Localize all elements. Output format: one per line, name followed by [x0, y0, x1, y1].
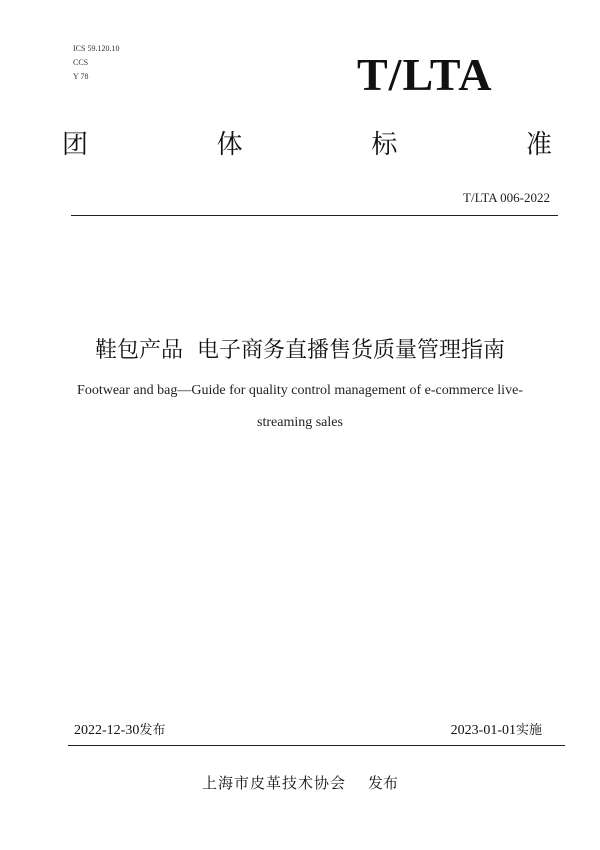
- implementation-label: 实施: [515, 723, 542, 738]
- publisher-label: 发布: [368, 774, 399, 792]
- footer-divider: [68, 745, 565, 746]
- standard-type-char: 标: [371, 130, 398, 160]
- standard-number: T/LTA 006-2022: [463, 190, 550, 205]
- title-english: [40, 375, 560, 439]
- implementation-date: [451, 719, 542, 739]
- header-divider: [71, 215, 558, 216]
- standard-type-char: 团: [62, 130, 89, 160]
- category-code: Y 78: [73, 72, 89, 81]
- issue-date-value: 2022-12-30: [74, 723, 140, 738]
- title-chinese: 鞋包产品 电子商务直播售货质量管理指南: [95, 338, 505, 363]
- standard-type-char: 体: [216, 130, 243, 160]
- standard-mark: T/LTA: [357, 49, 493, 100]
- classification-codes: [73, 42, 119, 84]
- issue-date: [74, 719, 165, 739]
- standard-type: [62, 124, 552, 161]
- standard-type-char: 准: [525, 130, 552, 160]
- title-english-line-2: streaming sales: [257, 415, 343, 430]
- publisher: [0, 772, 600, 793]
- ics-code: ICS 59.120.10: [73, 44, 120, 53]
- title-english-line-1: Footwear and bag—Guide for quality control management of e-commerce live-: [77, 383, 523, 398]
- implementation-date-value: 2023-01-01: [450, 723, 516, 738]
- ccs-code: CCS: [73, 58, 89, 67]
- issue-label: 发布: [139, 723, 166, 738]
- publisher-organization: 上海市皮革技术协会: [201, 774, 346, 792]
